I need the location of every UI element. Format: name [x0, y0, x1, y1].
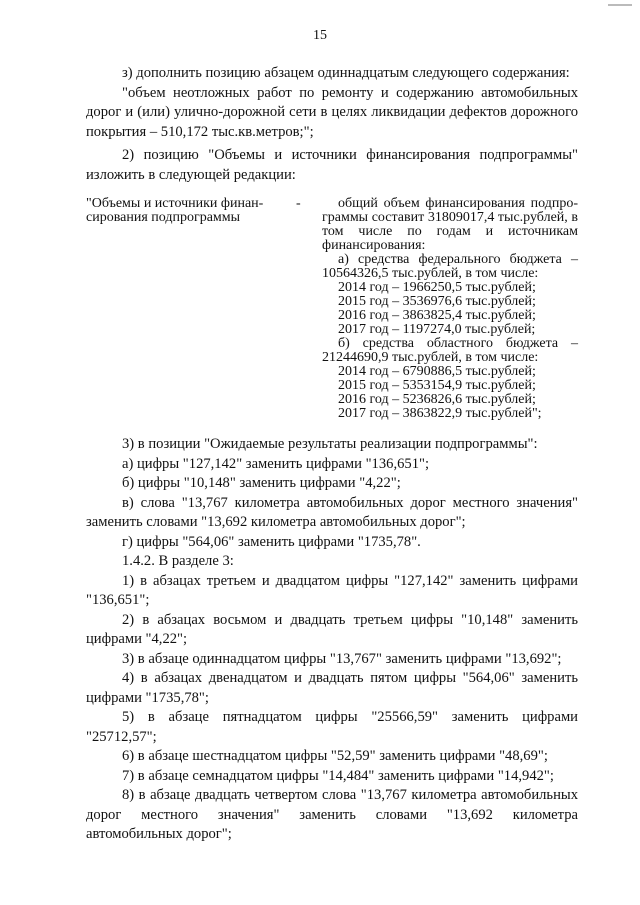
funding-total: общий объем финансирования подпро-граммы составит 31809017,4 тыс.рублей, в том числе по годам и источникам финансирования:: [322, 196, 578, 253]
item-2: 2) позицию "Объемы и источники финансирования подпрограммы" изложить в следующей редакции:: [86, 147, 578, 183]
document-body: [86, 64, 578, 845]
sub-item-3: 3) в абзаце одиннадцатом цифры "13,767" заменить цифрами "13,692";: [122, 650, 562, 667]
regional-year-row: 2015 год – 5353154,9 тыс.рублей;: [338, 378, 536, 393]
sub-item-6: 6) в абзаце шестнадцатом цифры "52,59" заменить цифрами "48,69";: [122, 748, 548, 764]
sub-item-4: 4) в абзацах двенадцатом и двадцать пятом цифры "564,06" заменить цифрами "1735,78";: [86, 670, 578, 706]
item-3v: в) слова "13,767 километра автомобильных дорог местного значения" заменить словами "13,692 километра автомобильных дорог";: [86, 494, 578, 530]
federal-year-row: 2014 год – 1966250,5 тыс.рублей;: [338, 280, 536, 295]
regional-year-row: 2017 год – 3863822,9 тыс.рублей";: [338, 406, 542, 421]
item-3b: б) цифры "10,148" заменить цифрами "4,22";: [122, 475, 401, 491]
page-number: 15: [313, 28, 327, 43]
federal-head: а) средства федерального бюджета – 10564326,5 тыс.рублей, в том числе:: [322, 252, 578, 281]
item-3g: г) цифры "564,06" заменить цифрами "1735,78".: [122, 533, 421, 550]
funding-dash: -: [296, 196, 301, 211]
funding-block: [86, 197, 578, 421]
sub-item-2: 2) в абзацах восьмом и двадцать третьем цифры "10,148" заменить цифрами "4,22";: [86, 611, 578, 647]
regional-head: б) средства областного бюджета – 21244690,9 тыс.рублей, в том числе:: [322, 336, 578, 365]
section-1-4-2: 1.4.2. В разделе 3:: [122, 553, 234, 569]
sub-item-7: 7) в абзаце семнадцатом цифры "14,484" заменить цифрами "14,942";: [122, 767, 554, 784]
regional-year-row: 2016 год – 5236826,6 тыс.рублей;: [338, 392, 536, 407]
item-3: 3) в позиции "Ожидаемые результаты реализации подпрограммы":: [122, 436, 538, 452]
federal-year-row: 2017 год – 1197274,0 тыс.рублей;: [338, 322, 536, 337]
scan-artifact-mark: [608, 4, 632, 6]
federal-year-row: 2016 год – 3863825,4 тыс.рублей;: [338, 308, 536, 323]
funding-label: "Объемы и источники финан-сирования подпрограммы: [86, 196, 264, 225]
sub-item-1: 1) в абзацах третьем и двадцатом цифры "127,142" заменить цифрами "136,651";: [86, 572, 578, 608]
federal-year-row: 2015 год – 3536976,6 тыс.рублей;: [338, 294, 536, 309]
paragraph-z: з) дополнить позицию абзацем одиннадцатым следующего содержания:: [122, 65, 570, 81]
sub-item-8: 8) в абзаце двадцать четвертом слова "13,767 километра автомобильных дорог местного значения" заменить словами "13,692 километра автомобильных дорог";: [86, 787, 578, 842]
item-3a: а) цифры "127,142" заменить цифрами "136,651";: [122, 455, 430, 472]
funding-details: [322, 197, 578, 421]
sub-item-5: 5) в абзаце пятнадцатом цифры "25566,59" заменить цифрами "25712,57";: [86, 709, 578, 745]
quoted-addition: "объем неотложных работ по ремонту и содержанию автомобильных дорог и (или) улично-дорожной сети в целях ликвидации дефектов дорожного покрытия – 510,172 тыс.кв.метров;";: [86, 84, 578, 140]
regional-year-row: 2014 год – 6790886,5 тыс.рублей;: [338, 364, 536, 379]
